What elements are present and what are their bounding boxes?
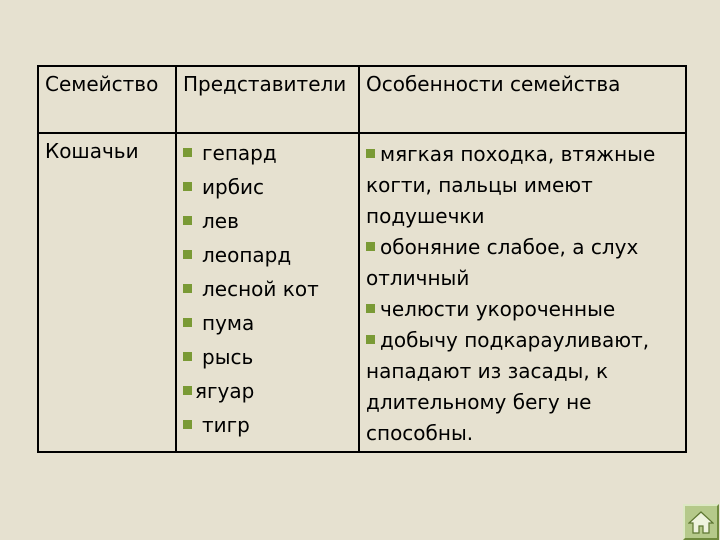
list-item <box>183 343 352 377</box>
square-bullet-icon <box>183 216 192 225</box>
feature-text: обоняние слабое, а слух отличный <box>366 235 639 290</box>
square-bullet-icon <box>366 335 375 344</box>
representative-name: ирбис <box>202 175 265 199</box>
square-bullet-icon <box>183 386 192 395</box>
family-cell: Кошачьи <box>38 133 176 452</box>
feature-text: добычу подкарауливают, нападают из засады, к длительному бегу не способны. <box>366 328 650 445</box>
square-bullet-icon <box>183 352 192 361</box>
features-list <box>366 139 679 449</box>
representative-name: леопард <box>202 243 292 267</box>
list-item <box>183 377 352 411</box>
square-bullet-icon <box>183 420 192 429</box>
home-button[interactable] <box>683 504 719 540</box>
list-item <box>366 325 679 449</box>
square-bullet-icon <box>183 250 192 259</box>
list-item <box>183 411 352 445</box>
features-cell <box>359 133 686 452</box>
square-bullet-icon <box>366 304 375 313</box>
home-icon <box>688 510 714 534</box>
feature-text: мягкая походка, втяжные когти, пальцы имеют подушечки <box>366 142 656 228</box>
representative-name: пума <box>202 311 255 335</box>
list-item <box>366 139 679 232</box>
representative-name: гепард <box>202 141 277 165</box>
square-bullet-icon <box>366 242 375 251</box>
header-representatives: Представители <box>176 66 359 133</box>
list-item <box>366 294 679 325</box>
square-bullet-icon <box>183 148 192 157</box>
square-bullet-icon <box>183 284 192 293</box>
table-row <box>38 133 686 452</box>
list-item <box>183 309 352 343</box>
representatives-list <box>183 139 352 445</box>
representative-name: лесной кот <box>202 277 319 301</box>
list-item <box>183 241 352 275</box>
family-table <box>37 65 687 453</box>
square-bullet-icon <box>183 182 192 191</box>
square-bullet-icon <box>183 318 192 327</box>
header-family: Семейство <box>38 66 176 133</box>
list-item <box>183 173 352 207</box>
list-item <box>183 139 352 173</box>
feature-text: челюсти укороченные <box>380 297 616 321</box>
list-item <box>366 232 679 294</box>
representative-name: ягуар <box>195 379 255 403</box>
square-bullet-icon <box>366 149 375 158</box>
list-item <box>183 207 352 241</box>
representative-name: рысь <box>202 345 254 369</box>
table-header-row <box>38 66 686 133</box>
list-item <box>183 275 352 309</box>
representative-name: тигр <box>202 413 250 437</box>
header-features: Особенности семейства <box>359 66 686 133</box>
representative-name: лев <box>202 209 239 233</box>
representatives-cell <box>176 133 359 452</box>
